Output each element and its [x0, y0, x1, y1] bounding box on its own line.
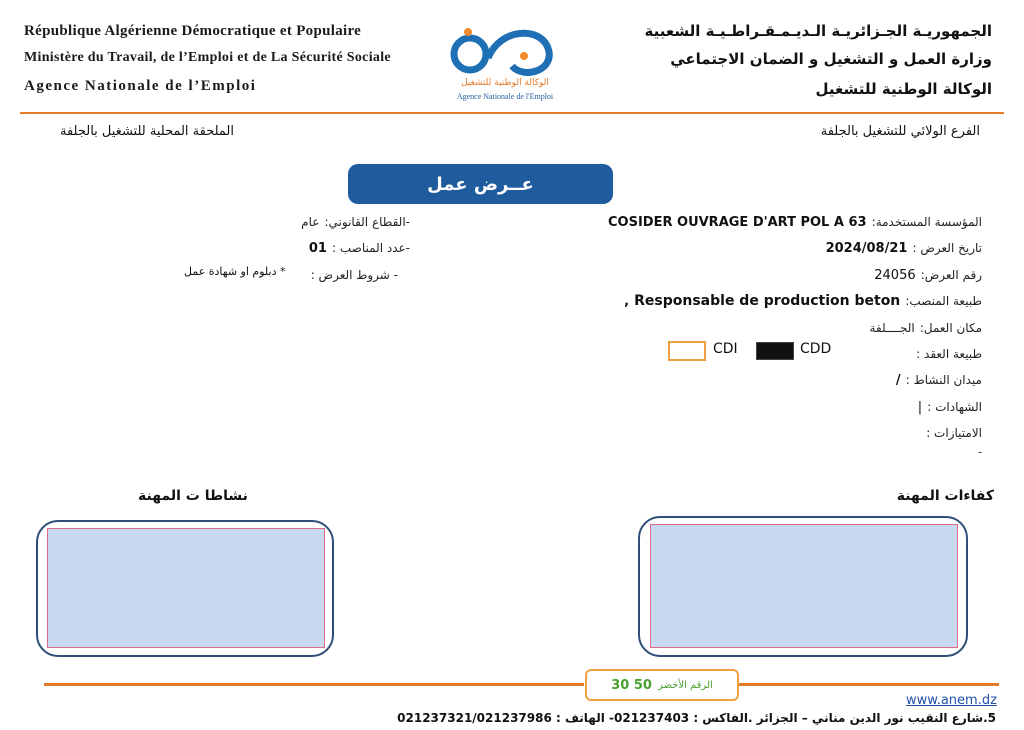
offer-number-label: رقم العرض:	[920, 268, 982, 282]
green-number-value: 30 50	[611, 677, 652, 693]
header-fr-ministry: Ministère du Travail, de l’Emploi et de La Sécurité Sociale	[24, 50, 391, 65]
header-fr-agency: Agence Nationale de l’Emploi	[24, 78, 257, 94]
employer-label: المؤسسة المستخدمة:	[871, 215, 982, 229]
position-value: Responsable de production beton	[634, 293, 901, 309]
activities-box-content[interactable]	[47, 528, 325, 648]
cdi-label: CDI	[713, 341, 738, 357]
empty-bullet: -	[978, 445, 983, 459]
footer-line-right	[737, 683, 999, 686]
workplace-label: مكان العمل:	[919, 321, 982, 335]
positions-count-value: 01	[308, 241, 327, 256]
skills-box[interactable]	[638, 516, 968, 657]
workplace-value: الجــــلفة	[869, 321, 915, 335]
privileges-row	[926, 422, 982, 441]
anem-logo	[440, 18, 570, 106]
position-row	[624, 290, 982, 309]
conditions-label: - شروط العرض :	[310, 268, 398, 282]
position-label: طبيعة المنصب:	[905, 294, 982, 308]
cdi-checkbox[interactable]	[668, 341, 706, 361]
cdd-checkbox[interactable]	[756, 342, 794, 360]
positions-count-label: -عدد المناصب :	[332, 241, 410, 255]
green-number-label: الرقم الأخضر	[657, 679, 713, 691]
date-value: 2024/08/21	[825, 241, 908, 256]
header-fr-republic: République Algérienne Démocratique et Populaire	[24, 23, 362, 39]
activity-row	[896, 369, 982, 388]
certificates-label: الشهادات :	[927, 400, 982, 414]
conditions-value: * دبلوم او شهادة عمل	[184, 265, 286, 278]
skills-title: كفاءات المهنة	[896, 488, 994, 504]
header-ar-ministry: وزارة العمل و التشغيل و الضمان الاجتماعي	[670, 50, 992, 68]
activities-box[interactable]	[36, 520, 334, 657]
employer-value: COSIDER OUVRAGE D'ART POL A 63	[608, 215, 867, 230]
contract-label: طبيعة العقد :	[916, 347, 982, 361]
header-divider	[20, 112, 1004, 114]
activity-label: ميدان النشاط :	[905, 373, 982, 387]
sector-row	[301, 211, 410, 230]
logo-arabic-text: الوكالة الوطنية للتشغيل	[461, 78, 549, 88]
certificates-row	[918, 396, 982, 415]
offer-number-row	[874, 264, 982, 283]
date-row	[826, 237, 982, 256]
sector-value: عام	[301, 215, 320, 229]
privileges-label: الامتيازات :	[926, 426, 982, 440]
skills-box-content[interactable]	[650, 524, 958, 648]
footer-address: 5.شارع النقيب نور الدين مناني – الجزائر .الفاكس : 021237403- الهاتف : 021237321/021237986	[397, 711, 996, 725]
workplace-row	[869, 317, 982, 336]
footer-line-left	[44, 683, 584, 686]
header-ar-republic: الجمهوريـة الجـزائريـة الـديـمـقـراطـيـة الشعبية	[644, 22, 992, 40]
activity-value: /	[895, 373, 901, 388]
contract-row	[916, 343, 982, 362]
header-ar-agency: الوكالة الوطنية للتشغيل	[815, 80, 992, 98]
conditions-row	[311, 264, 398, 283]
date-label: تاريخ العرض :	[912, 241, 982, 255]
position-suffix: ,	[624, 294, 630, 309]
activities-title: نشاطا ت المهنة	[138, 488, 248, 504]
job-offer-title: عــرض عمل	[348, 164, 613, 204]
offer-number-value: 24056	[874, 268, 916, 283]
sector-label: -القطاع القانوني:	[324, 215, 410, 229]
positions-count-row	[309, 237, 410, 256]
green-number-box	[585, 669, 739, 701]
logo-french-text: Agence Nationale de l'Emploi	[456, 92, 554, 101]
annex-label: الملحقة المحلية للتشغيل بالجلفة	[60, 124, 235, 139]
website-link[interactable]: www.anem.dz	[906, 693, 997, 708]
certificates-value: |	[917, 400, 923, 415]
branch-label: الفرع الولائي للتشغيل بالجلفة	[820, 124, 980, 139]
employer-row	[608, 211, 982, 230]
cdd-label: CDD	[800, 341, 832, 357]
